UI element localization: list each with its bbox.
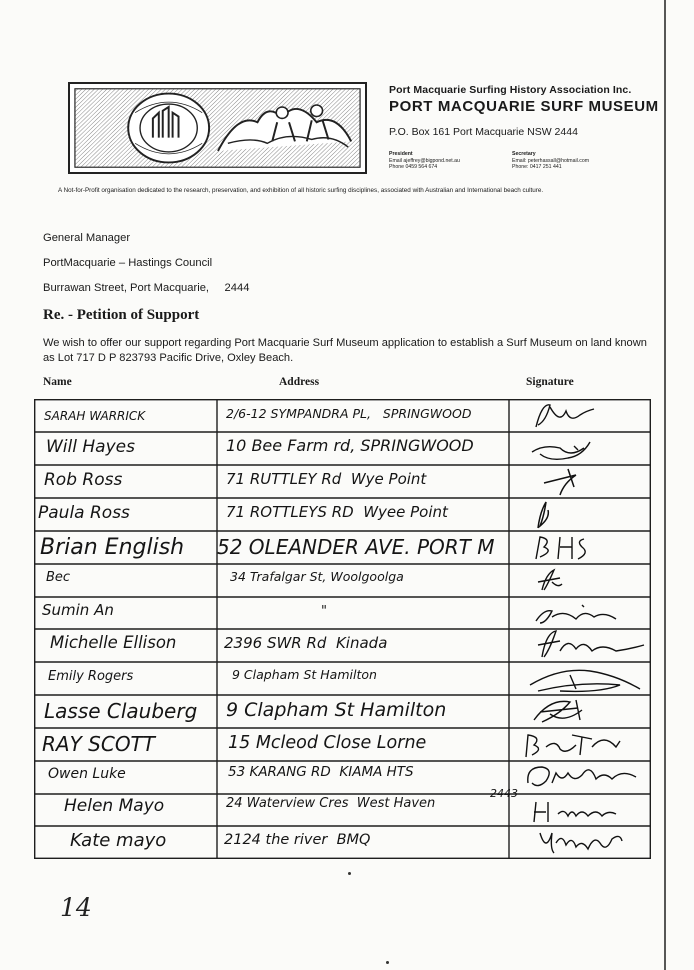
row-4-signature: [524, 498, 614, 531]
row-2-name: Will Hayes: [46, 437, 135, 457]
museum-name: PORT MACQUARIE SURF MUSEUM: [389, 98, 659, 115]
intro-paragraph: We wish to offer our support regarding Port Macquarie Surf Museum application to establish a Surf Museum on land known as Lot 717 D P 823793 Pacific Drive, Oxley Beach.: [43, 337, 647, 364]
row-12-name: Owen Luke: [48, 766, 126, 782]
row-11-signature: [520, 727, 630, 761]
president-role: President: [389, 151, 413, 157]
row-10-name: Lasse Clauberg: [44, 699, 198, 723]
secretary-email: Email: peterhassall@hotmail.com: [512, 157, 590, 164]
row-5-address: 52 OLEANDER AVE. PORT M: [217, 535, 495, 559]
row-13-address: 24 Waterview Cres West Haven: [226, 796, 436, 811]
row-1-name: SARAH WARRICK: [44, 409, 146, 423]
po-box: P.O. Box 161 Port Macquarie NSW 2444: [389, 126, 578, 138]
scan-speck: [348, 872, 351, 875]
page-number: 14: [60, 893, 92, 922]
row-14-address: 2124 the river BMQ: [224, 832, 371, 848]
row-13-name: Helen Mayo: [64, 796, 165, 816]
row-13-signature: [524, 794, 624, 826]
row-5-signature: [524, 531, 614, 564]
row-8-address: 2396 SWR Rd Kinada: [224, 634, 388, 652]
row-4-address: 71 ROTTLEYS RD Wyee Point: [226, 503, 448, 521]
president-contact: [389, 151, 460, 171]
row-12-signature: [512, 759, 652, 793]
scan-edge-line: [664, 0, 666, 970]
row-7-address: ": [321, 604, 327, 619]
tagline: A Not-for-Profit organisation dedicated to the research, preservation, and exhibition of all historic surfing disciplines, associated with Australian and International beach culture.: [58, 187, 544, 194]
row-3-address: 71 RUTTLEY Rd Wye Point: [226, 470, 427, 488]
petition-table: [34, 399, 651, 859]
row-12-address: 53 KARANG RD KIAMA HTS: [228, 764, 414, 780]
row-14-name: Kate mayo: [70, 830, 167, 851]
row-6-signature: [524, 564, 614, 597]
recipient-line-3: Burrawan Street, Port Macquarie, 2444: [43, 282, 250, 294]
museum-logo: [68, 82, 367, 174]
column-header-address: Address: [279, 376, 320, 388]
secretary-role: Secretary: [512, 151, 536, 157]
secretary-contact: [512, 151, 589, 171]
row-14-signature: [532, 823, 632, 859]
president-phone: Phone 0459 564 674: [389, 164, 438, 171]
row-2-signature: [524, 434, 614, 464]
row-1-signature: [524, 401, 614, 431]
row-3-signature: [524, 465, 614, 498]
column-header-name: Name: [43, 376, 72, 388]
association-name: Port Macquarie Surfing History Association Inc.: [389, 84, 632, 96]
president-email: Email ajeffrey@bigpond.net.au: [389, 157, 460, 164]
row-7-signature: [524, 597, 629, 629]
row-10-signature: [520, 694, 610, 728]
row-5-name: Brian English: [40, 535, 185, 560]
row-11-name: RAY SCOTT: [42, 732, 155, 756]
row-8-name: Michelle Ellison: [50, 633, 177, 652]
row-7-name: Sumin An: [42, 601, 114, 619]
recipient-line-1: General Manager: [43, 232, 131, 244]
scan-speck: [386, 961, 389, 964]
row-2-address: 10 Bee Farm rd, SPRINGWOOD: [226, 436, 474, 455]
row-10-address: 9 Clapham St Hamilton: [226, 699, 447, 721]
row-11-address: 15 Mcleod Close Lorne: [228, 733, 427, 753]
row-3-name: Rob Ross: [44, 470, 123, 490]
row-9-signature: [520, 661, 650, 697]
subject-heading: Re. - Petition of Support: [43, 307, 200, 323]
column-header-signature: Signature: [526, 376, 574, 388]
row-6-address: 34 Trafalgar St, Woolgoolga: [230, 569, 404, 584]
row-1-address: 2/6-12 SYMPANDRA PL, SPRINGWOOD: [226, 406, 472, 421]
row-13-postcode: 2443: [490, 787, 518, 800]
row-9-name: Emily Rogers: [48, 669, 134, 684]
row-6-name: Bec: [46, 570, 71, 585]
row-4-name: Paula Ross: [38, 503, 130, 523]
row-9-address: 9 Clapham St Hamilton: [232, 667, 377, 682]
recipient-line-2: PortMacquarie – Hastings Council: [43, 257, 213, 269]
row-8-signature: [520, 627, 650, 661]
secretary-phone: Phone: 0417 251 441: [512, 164, 562, 171]
